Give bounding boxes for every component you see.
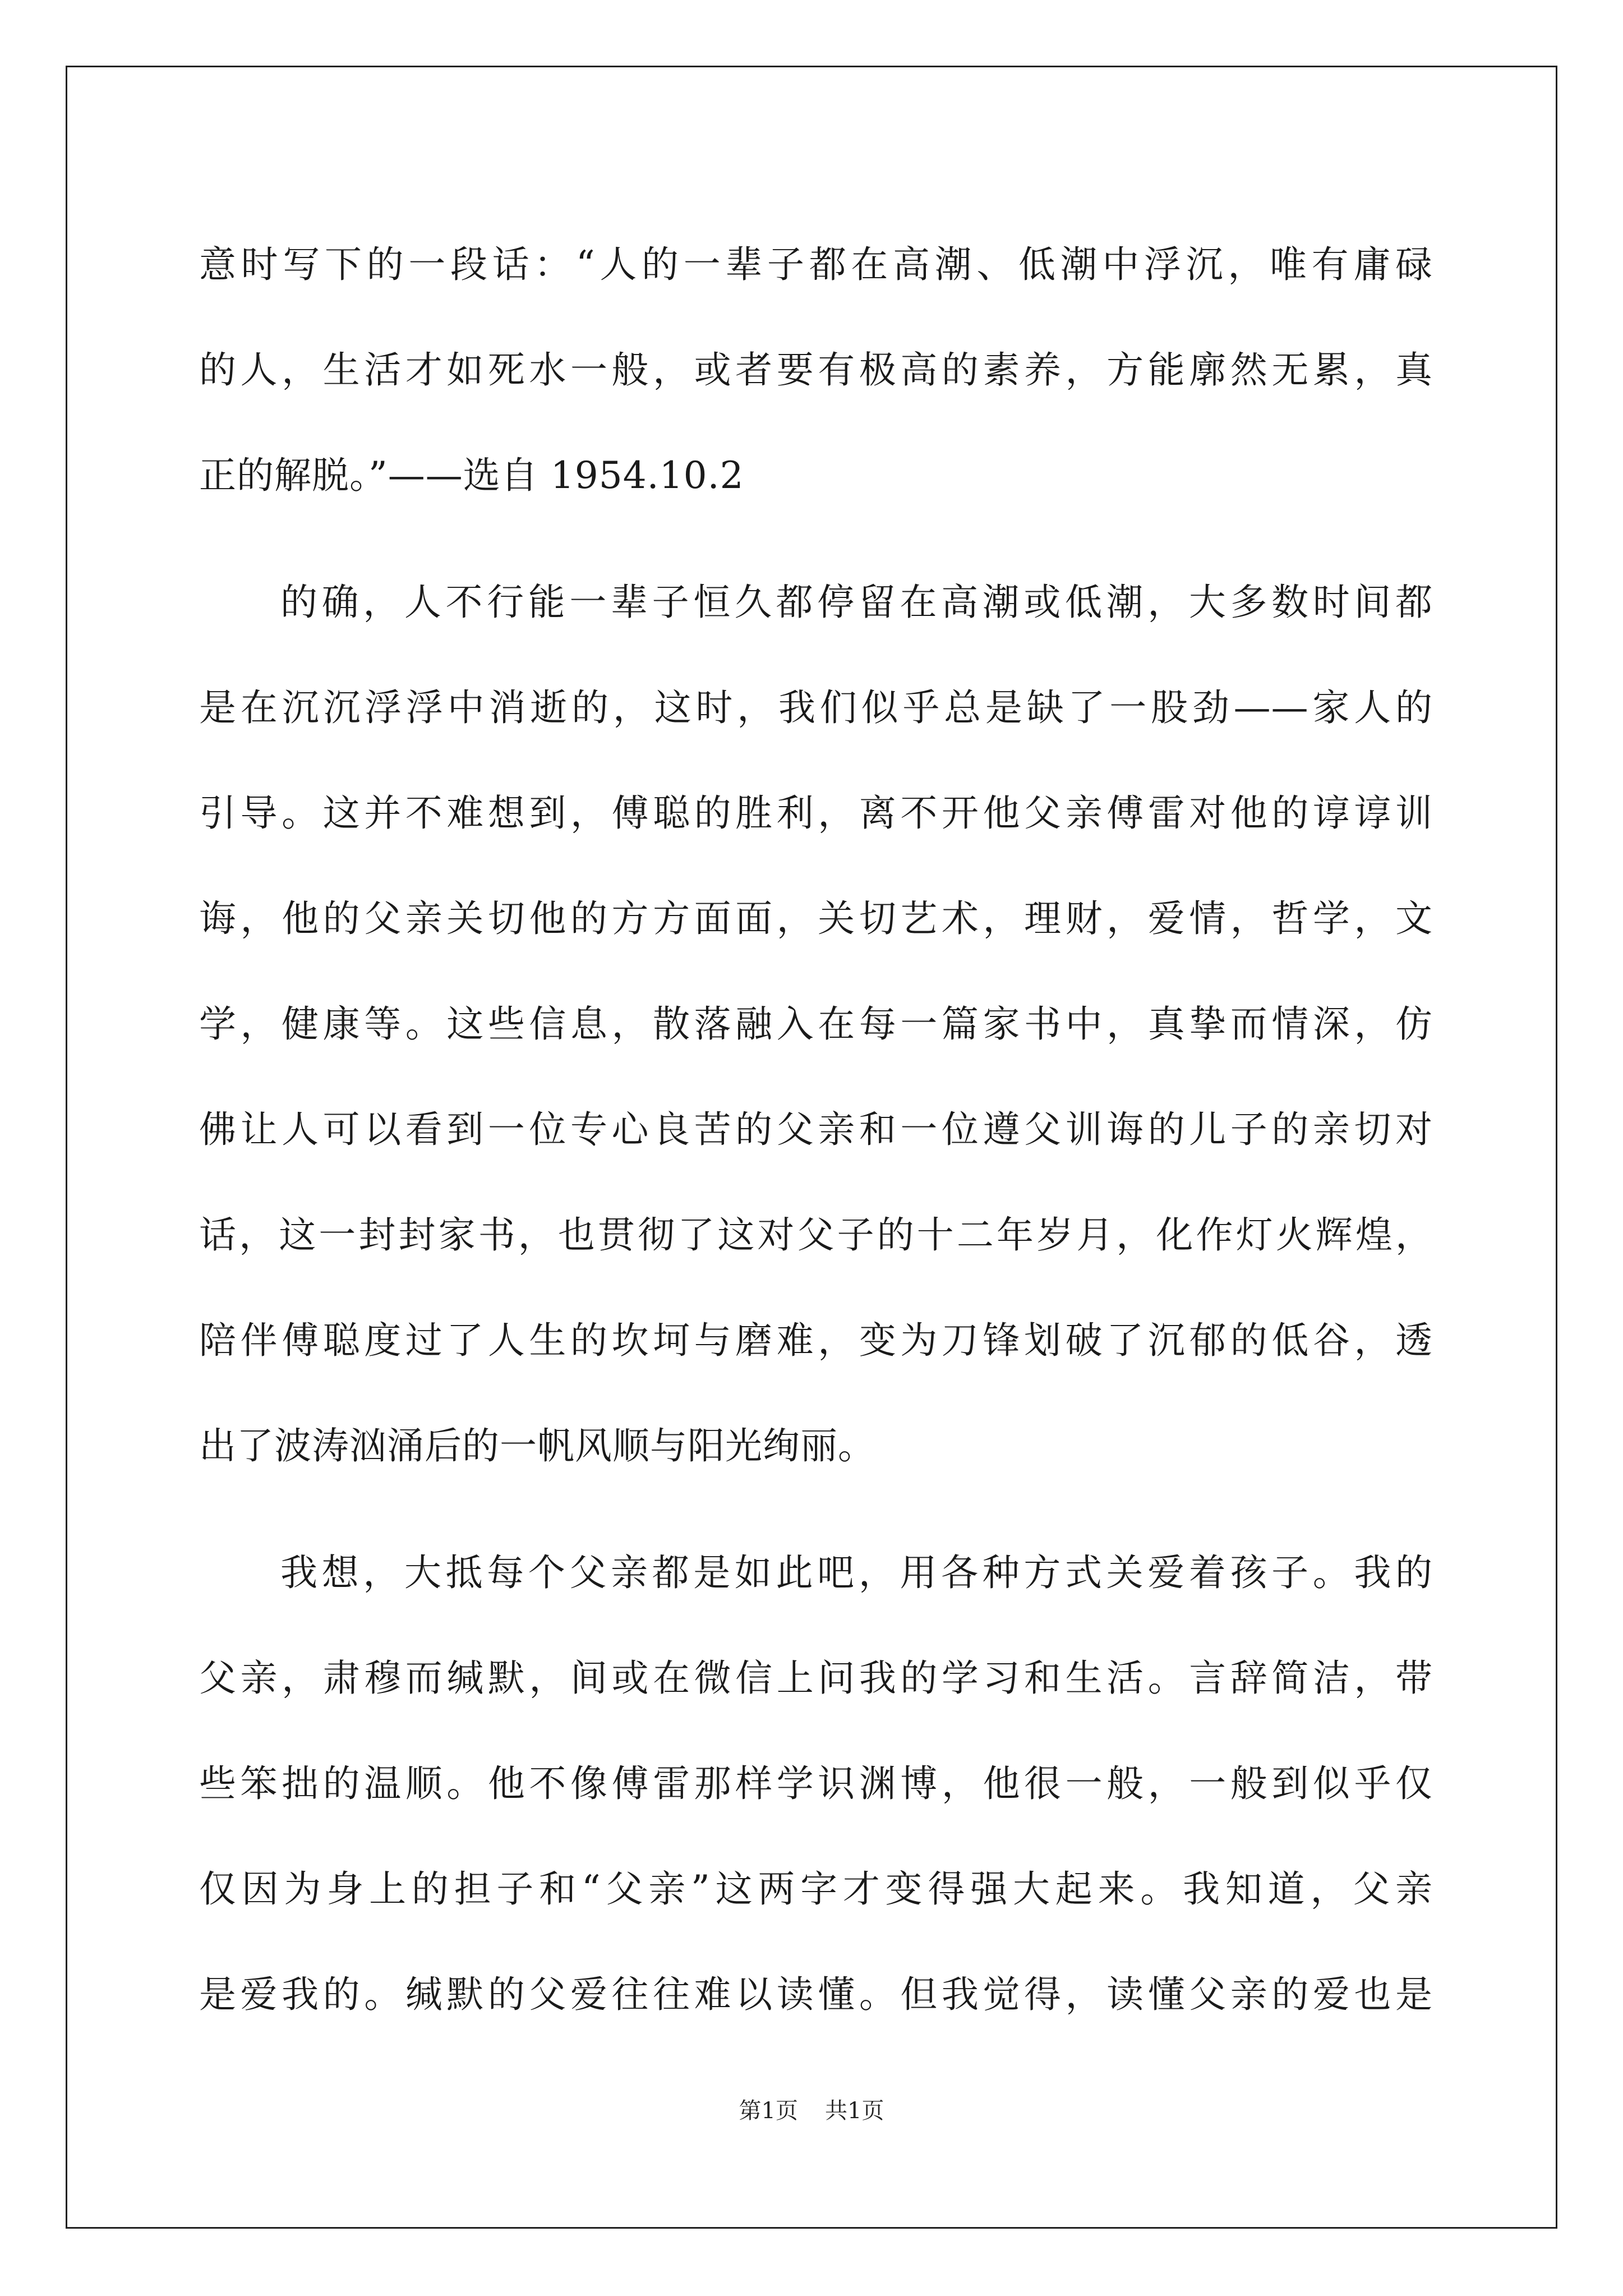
text-line: 父亲，肃穆而缄默，间或在微信上问我的学习和生活。言辞简洁，带 xyxy=(199,1657,1433,1700)
text-line: 的人，生活才如死水一般，或者要有极高的素养，方能廓然无累，真 xyxy=(199,348,1433,392)
text-line: 意时写下的一段话：“人的一辈子都在高潮、低潮中浮沉，唯有庸碌 xyxy=(199,243,1433,286)
paragraph-1 xyxy=(199,212,1433,528)
page-number: 第1页 xyxy=(739,2098,798,2124)
text-line: 正的解脱。”——选自 1954.10.2 xyxy=(199,454,744,497)
text-line: 的确，人不行能一辈子恒久都停留在高潮或低潮，大多数时间都 xyxy=(280,581,1433,624)
document-body xyxy=(199,212,1433,2047)
text-line: 我想，大抵每个父亲都是如此吧，用各种方式关爱着孩子。我的 xyxy=(280,1551,1433,1594)
page-total: 共1页 xyxy=(825,2098,884,2124)
text-line: 诲，他的父亲关切他的方方面面，关切艺术，理财，爱情，哲学，文 xyxy=(199,897,1433,940)
text-line: 话，这一封封家书，也贯彻了这对父子的十二年岁月，化作灯火辉煌， xyxy=(199,1213,1433,1257)
text-line: 引导。这并不难想到，傅聪的胜利，离不开他父亲傅雷对他的谆谆训 xyxy=(199,792,1433,835)
paragraph-2 xyxy=(199,550,1433,1499)
text-line: 是在沉沉浮浮中消逝的，这时，我们似乎总是缺了一股劲——家人的 xyxy=(199,686,1433,729)
text-line: 仅因为身上的担子和“父亲”这两字才变得强大起来。我知道，父亲 xyxy=(199,1867,1433,1911)
text-line: 出了波涛汹涌后的一帆风顺与阳光绚丽。 xyxy=(199,1424,875,1467)
paragraph-3 xyxy=(199,1520,1433,2047)
text-line: 陪伴傅聪度过了人生的坎坷与磨难，变为刀锋划破了沉郁的低谷，透 xyxy=(199,1319,1433,1362)
page-footer xyxy=(0,2097,1623,2125)
text-line: 些笨拙的温顺。他不像傅雷那样学识渊博，他很一般，一般到似乎仅 xyxy=(199,1762,1433,1805)
text-line: 学，健康等。这些信息，散落融入在每一篇家书中，真挚而情深，仿 xyxy=(199,1002,1433,1046)
text-line: 是爱我的。缄默的父爱往往难以读懂。但我觉得，读懂父亲的爱也是 xyxy=(199,1973,1433,2016)
text-line: 佛让人可以看到一位专心良苦的父亲和一位遵父训诲的儿子的亲切对 xyxy=(199,1108,1433,1151)
